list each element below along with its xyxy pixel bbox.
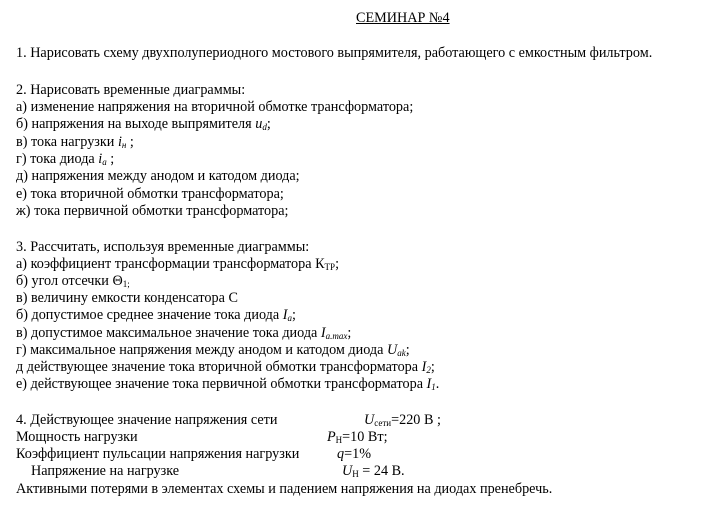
task-2-heading: 2. Нарисовать временные диаграммы: bbox=[16, 82, 246, 98]
mains-voltage-value: $U_{сети}=220$ В ; bbox=[364, 412, 441, 428]
task-4-line-1-label: 4. Действующее значение напряжения сети bbox=[16, 412, 278, 428]
task-2-item-zh: ж) тока первичной обмотки трансформатора; bbox=[16, 203, 289, 219]
task-2-item-a: а) изменение напряжения на вторичной обмотке трансформатора; bbox=[16, 99, 414, 115]
task-3-heading: 3. Рассчитать, используя временные диаграммы: bbox=[16, 239, 310, 255]
load-power-value: $P_Н=10$ Вт; bbox=[327, 429, 388, 445]
task-4-line-3-label: Коэффициент пульсации напряжения нагрузки bbox=[16, 446, 300, 462]
task-1: 1. Нарисовать схему двухполупериодного мостового выпрямителя, работающего с емкостным фильтром. bbox=[16, 45, 653, 61]
task-2-item-d: д) напряжения между анодом и катодом диода; bbox=[16, 168, 300, 184]
task-3-item-v2: в) допустимое максимальное значение тока диода $I_{a.max}$; bbox=[16, 325, 352, 341]
task-3-item-b2: б) допустимое среднее значение тока диода $I_a$; bbox=[16, 307, 296, 323]
task-4-line-2-label: Мощность нагрузки bbox=[16, 429, 138, 445]
task-4-line-4-label: Напряжение на нагрузке bbox=[31, 463, 180, 479]
task-3-item-d: д действующее значение тока вторичной обмотки трансформатора $I_2$; bbox=[16, 359, 435, 375]
load-voltage-value: $U_Н = 24$ В. bbox=[342, 463, 405, 479]
task-3-item-e: е) действующее значение тока первичной обмотки трансформатора $I_1$. bbox=[16, 376, 440, 392]
task-2-item-g: г) тока диода $i_a$ ; bbox=[16, 151, 115, 167]
task-2-item-b: б) напряжения на выходе выпрямителя $u_d$; bbox=[16, 116, 271, 132]
ripple-factor-value: q=1% bbox=[337, 446, 372, 462]
task-3-item-a: а) коэффициент трансформации трансформатора $К_{ТР}$; bbox=[16, 256, 340, 272]
task-3-item-b: б) угол отсечки $\Theta_{1;}$ bbox=[16, 273, 130, 289]
task-3-item-g: г) максимальное напряжения между анодом и катодом диода $U_{ak}$; bbox=[16, 342, 410, 358]
document-title: СЕМИНАР №4 bbox=[356, 10, 450, 26]
task-3-item-v: в) величину емкости конденсатора С bbox=[16, 290, 238, 306]
task-2-item-e: е) тока вторичной обмотки трансформатора; bbox=[16, 186, 284, 202]
task-4-note: Активными потерями в элементах схемы и падением напряжения на диодах пренебречь. bbox=[16, 481, 553, 497]
task-2-item-v: в) тока нагрузки $i_н$ ; bbox=[16, 134, 134, 150]
